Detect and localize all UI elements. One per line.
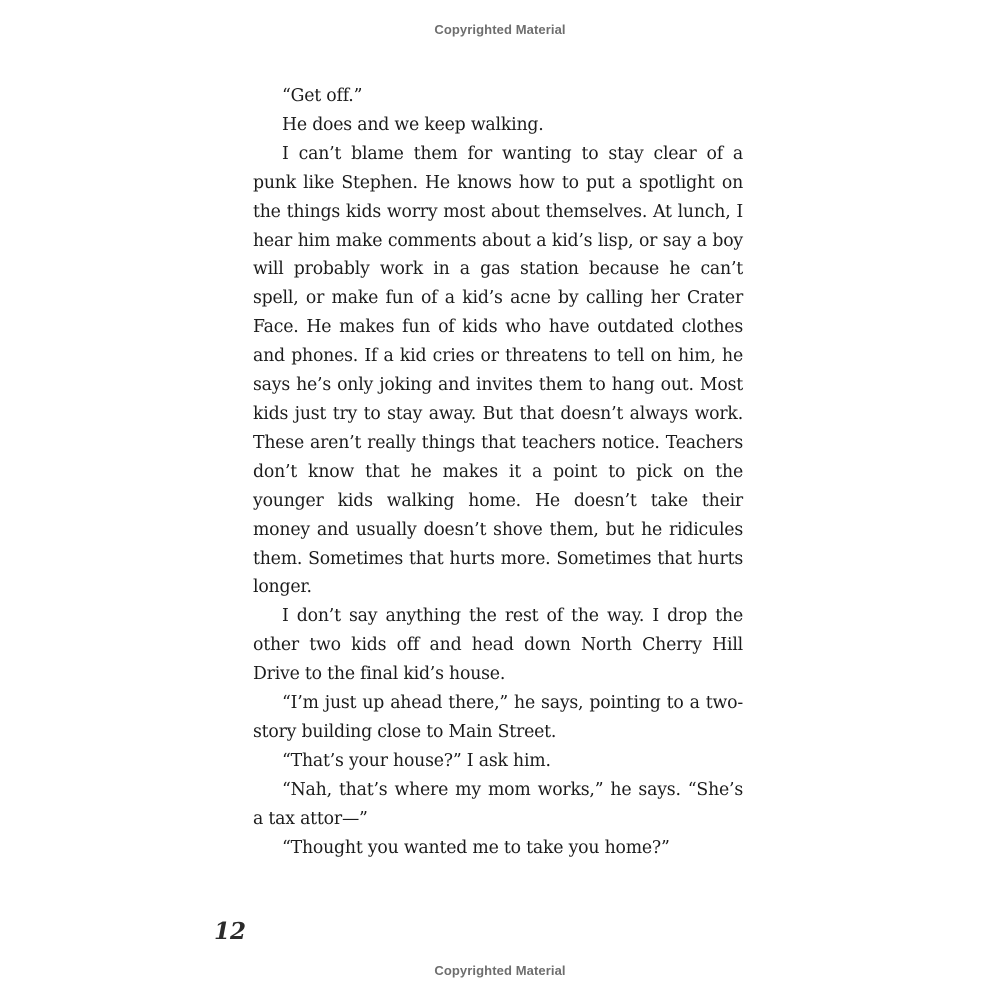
paragraph: “Nah, that’s where my mom works,” he says. “She’s a tax attor—” xyxy=(253,779,743,829)
paragraph: “Get off.” xyxy=(282,86,363,106)
copyright-notice-top: Copyrighted Material xyxy=(434,22,566,37)
paragraph: “I’m just up ahead there,” he says, pointing to a two-story building close to Main Street. xyxy=(253,693,743,742)
paragraph: He does and we keep walking. xyxy=(282,114,544,135)
paragraph: “Thought you wanted me to take you home?” xyxy=(282,837,670,858)
paragraph: I don’t say anything the rest of the way. I drop the other two kids off and head down North Cherry Hill Drive to the final kid’s house. xyxy=(253,606,743,685)
page-number: 12 xyxy=(214,918,247,945)
copyright-notice-bottom: Copyrighted Material xyxy=(434,963,566,978)
paragraph: “That’s your house?” I ask him. xyxy=(282,750,551,771)
page-body xyxy=(253,82,743,862)
paragraph: I can’t blame them for wanting to stay clear of a punk like Stephen. He knows how to put a spotlight on the things kids worry most about themselves. At lunch, I hear him make comments about a kid’s lisp, or say a boy will probably work in a gas station because he can’t spell, or make fun of a kid’s acne by calling her Crater Face. He makes fun of kids who have outdated clothes and phones. If a kid cries or threatens to tell on him, he says he’s only joking and invites them to hang out. Most kids just try to stay away. But that doesn’t always work. These aren’t really things that teachers notice. Teachers don’t know that he makes it a point to pick on the younger kids walking home. He doesn’t take their money and usually doesn’t shove them, but he ridicules them. Sometimes that hurts more. Sometimes that hurts longer. xyxy=(253,143,743,598)
